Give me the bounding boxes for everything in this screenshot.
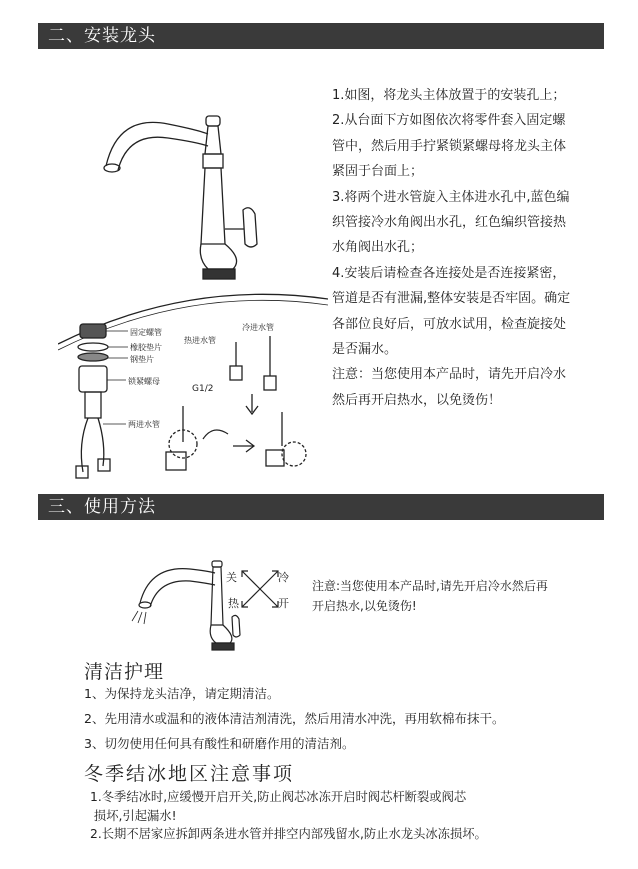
winter-title: 冬季结冰地区注意事项 [84,763,295,785]
install-step-line: 3.将两个进水管旋入主体进水孔中,蓝色编 [332,189,570,205]
install-step-line: 4.安装后请检查各连接处是否连接紧密， [332,265,566,281]
install-step-line: 2.从台面下方如图依次将零件套入固定螺 [332,113,566,129]
label-off: 关 [226,571,237,584]
cold-direction-arrow-icon [260,571,278,589]
label-hot: 热 [228,597,239,610]
lock-nut-part [79,366,107,392]
right-arrow-icon [233,440,254,452]
install-warning-line: 注意：当您使用本产品时，请先开启冷水 [332,367,567,383]
faucet-handle [243,208,257,247]
installation-diagram [58,94,328,486]
winter-note-line: 1.冬季结冰时,应缓慢开启开关,防止阀芯冰冻开启时阀芯杆断裂或阀芯 [90,790,467,804]
label-fixing-tube: 固定螺管 [130,328,162,337]
install-step-line: 织管接冷水角阀出水孔，红色编织管接热 [332,215,567,231]
label-lock-nut: 锁紧螺母 [128,377,160,386]
rubber-gasket-part [78,343,108,351]
usage-note-line: 开启热水,以免烫伤! [312,599,417,613]
cleaning-title: 清洁护理 [84,661,165,683]
label-on: 开 [278,597,289,610]
install-step-line: 管道是否有泄漏,整体安装是否牢固。确定 [332,291,571,307]
hot-direction-arrow-icon [242,589,260,607]
water-flow-icon [132,611,146,624]
off-direction-arrow-icon [242,571,260,589]
usage-section-header: 三、使用方法 [38,494,604,520]
cleaning-item: 1、为保持龙头洁净，请定期清洁。 [84,686,280,701]
usage-note-line: 注意:当您使用本产品时,请先开启冷水然后再 [312,579,548,593]
label-cold-inlet: 冷进水管 [242,323,274,332]
install-step-line: 各部位良好后，可放水试用，检查旋接处 [332,316,567,332]
faucet-top-knob [206,116,220,126]
cleaning-item: 3、切勿使用任何具有酸性和研磨作用的清洁剂。 [84,736,355,751]
label-cold: 冷 [278,571,289,584]
steel-gasket-part [78,353,108,361]
install-warning-line: 然后再开启热水，以免烫伤！ [332,392,502,408]
winter-note-line: 2.长期不居家应拆卸两条进水管并排空内部残留水,防止水龙头冰冻损坏。 [90,827,487,841]
faucet-body [201,168,225,244]
label-steel-gasket: 钢垫片 [130,355,154,364]
angle-valve-right [282,442,306,466]
install-step-line: 管中，然后用手拧紧锁紧螺母将龙头主体 [332,138,567,154]
usage-diagram [120,555,300,657]
install-section-header: 二、安装龙头 [38,23,604,49]
on-direction-arrow-icon [260,589,278,607]
install-step-line: 1.如图，将龙头主体放置于的安装孔上； [332,88,566,103]
label-inlet-hoses: 两进水管 [128,420,160,429]
winter-notes [90,788,540,844]
install-step-line: 紧固于台面上； [332,164,424,180]
usage-note [312,576,592,616]
install-step-line: 水角阀出水孔； [332,240,424,256]
down-arrow-icon [246,394,258,414]
label-hot-inlet: 热进水管 [184,336,216,345]
cleaning-item: 2、先用清水或温和的液体清洁剂清洗，然后用清水冲洗，再用软棉布抹干。 [84,711,505,726]
label-rubber-gasket: 橡胶垫片 [130,343,162,352]
label-thread-size: G1/2 [192,384,214,394]
winter-note-line: 损坏,引起漏水! [90,808,177,823]
install-steps [332,83,604,413]
fixing-tube-part [80,324,106,338]
install-step-line: 是否漏水。 [332,342,398,358]
